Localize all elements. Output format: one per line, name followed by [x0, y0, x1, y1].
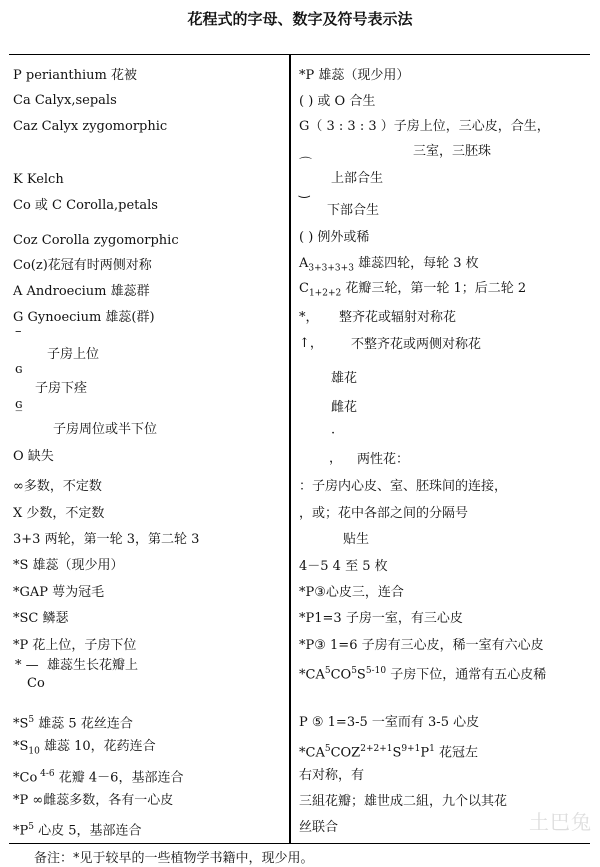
table-row: *P 雄蕊（现少用）: [299, 68, 410, 83]
table-row: ：子房内心皮、室、胚珠间的连接，: [299, 479, 508, 494]
lower-connate-mark: ‿: [299, 184, 310, 199]
table-row: G（ 3 : 3 : 3 ）子房上位，三心皮，合生，: [299, 119, 550, 134]
zygomorphic-symbol: ↑，: [299, 336, 323, 351]
table-row: $*S_{10}$ 雄蕊 10，花药连合: [13, 739, 156, 757]
inferior-ovary-symbol: ɢ: [15, 362, 23, 377]
table-row: 不整齐花或两侧对称花: [351, 337, 482, 352]
dot-mark: ·: [331, 426, 336, 441]
table-row: 三組花瓣；雄世成二組，九个以其花: [299, 794, 508, 809]
table-row: Co: [27, 676, 45, 691]
table-row: $*P^5$ 心皮 5，基部连合: [13, 822, 142, 839]
table-row: P perianthium 花被: [13, 68, 137, 83]
comma-mark: ，: [329, 451, 343, 466]
table-row: *Co $^{4-6}$ 花瓣 4－6，基部连合: [13, 769, 184, 786]
table-row: *SC 鳞瑟: [13, 611, 69, 626]
table-row: $*CA^5COZ^{2+2+1}S^{9+1}P^1$ 花冠左: [299, 744, 479, 761]
table-row: ( ) 例外或稀: [299, 230, 370, 245]
table-row: *GAP 萼为冠毛: [13, 585, 105, 600]
table-row: 子房周位或半下位: [53, 422, 158, 437]
table-row: 上部合生: [331, 171, 384, 186]
table-row: 贴生: [343, 532, 370, 547]
column-divider: [289, 55, 291, 843]
table-row: Caz Calyx zygomorphic: [13, 119, 168, 134]
table-row: ( ) 或 O 合生: [299, 94, 376, 109]
table-row: 三室，三胚珠: [413, 144, 492, 159]
table-row: 雌花: [331, 400, 358, 415]
table-row: *P 花上位，子房下位: [13, 638, 137, 653]
table-row: 下部合生: [327, 203, 380, 218]
table-row: 丝联合: [299, 820, 339, 835]
table-row: *S 雄蕊（现少用）: [13, 558, 124, 573]
table-row: G Gynoecium 雄蕊(群): [13, 310, 155, 325]
table-row: 4－5 4 至 5 枚: [299, 559, 388, 574]
footnote: 备注：*见于较早的一些植物学书籍中，现少用。: [34, 851, 314, 866]
table-row: X 少数，不定数: [13, 506, 105, 521]
table-row: 3+3 两轮，第一轮 3，第二轮 3: [13, 532, 200, 547]
table-row: *P③ 1=6 子房有三心皮，稀一室有六心皮: [299, 638, 544, 653]
page-title: 花程式的字母、数字及符号表示法: [187, 10, 413, 28]
table-row: O 缺失: [13, 449, 54, 464]
notation-table: [9, 54, 590, 844]
table-row: A Androecium 雄蕊群: [13, 284, 150, 299]
table-row: Co(z)花冠有时两侧对称: [13, 258, 152, 273]
table-row: 子房上位: [47, 347, 100, 362]
upper-connate-mark: ⌒: [299, 157, 313, 172]
table-row: K Kelch: [13, 172, 64, 187]
table-row: 整齐花或辐射对称花: [339, 310, 457, 325]
table-row: *P ∞雌蕊多数，各有一心皮: [13, 793, 174, 808]
table-row: 雄花: [331, 371, 358, 386]
table-row: $C_{1+2+2}$ 花瓣三轮，第一轮 1；后二轮 2: [299, 281, 527, 299]
table-row: ，或；花中各部之间的分隔号: [299, 506, 469, 521]
table-row: Ca Calyx,sepals: [13, 93, 117, 108]
table-row: ∞多数，不定数: [13, 479, 102, 494]
half-inferior-ovary-symbol: ɢ̲: [15, 397, 23, 412]
table-row: 雄蕊生长花瓣上: [47, 658, 139, 673]
star-fraction-symbol: * —: [15, 658, 39, 673]
table-row: 子房下痊: [35, 381, 88, 396]
star-symbol: *，: [299, 310, 319, 325]
table-row: *P③心皮三，连合: [299, 585, 404, 600]
watermark: 土巴兔: [529, 810, 592, 834]
superior-ovary-symbol: –: [15, 324, 22, 339]
table-row: 两性花：: [357, 452, 410, 467]
table-row: 右对称，有: [299, 768, 365, 783]
table-row: $*CA^5CO^5S^{5-10}$ 子房下位，通常有五心皮稀: [299, 666, 547, 683]
table-row: P ⑤ 1=3-5 一室而有 3-5 心皮: [299, 715, 480, 730]
table-row: Co 或 C Corolla,petals: [13, 198, 158, 213]
table-row: *P1=3 子房一室，有三心皮: [299, 611, 463, 626]
table-row: $A_{3+3+3+3}$ 雄蕊四轮，每轮 3 枚: [299, 256, 479, 274]
table-row: Coz Corolla zygomorphic: [13, 233, 179, 248]
table-row: $*S^5$ 雄蕊 5 花丝连合: [13, 715, 133, 732]
